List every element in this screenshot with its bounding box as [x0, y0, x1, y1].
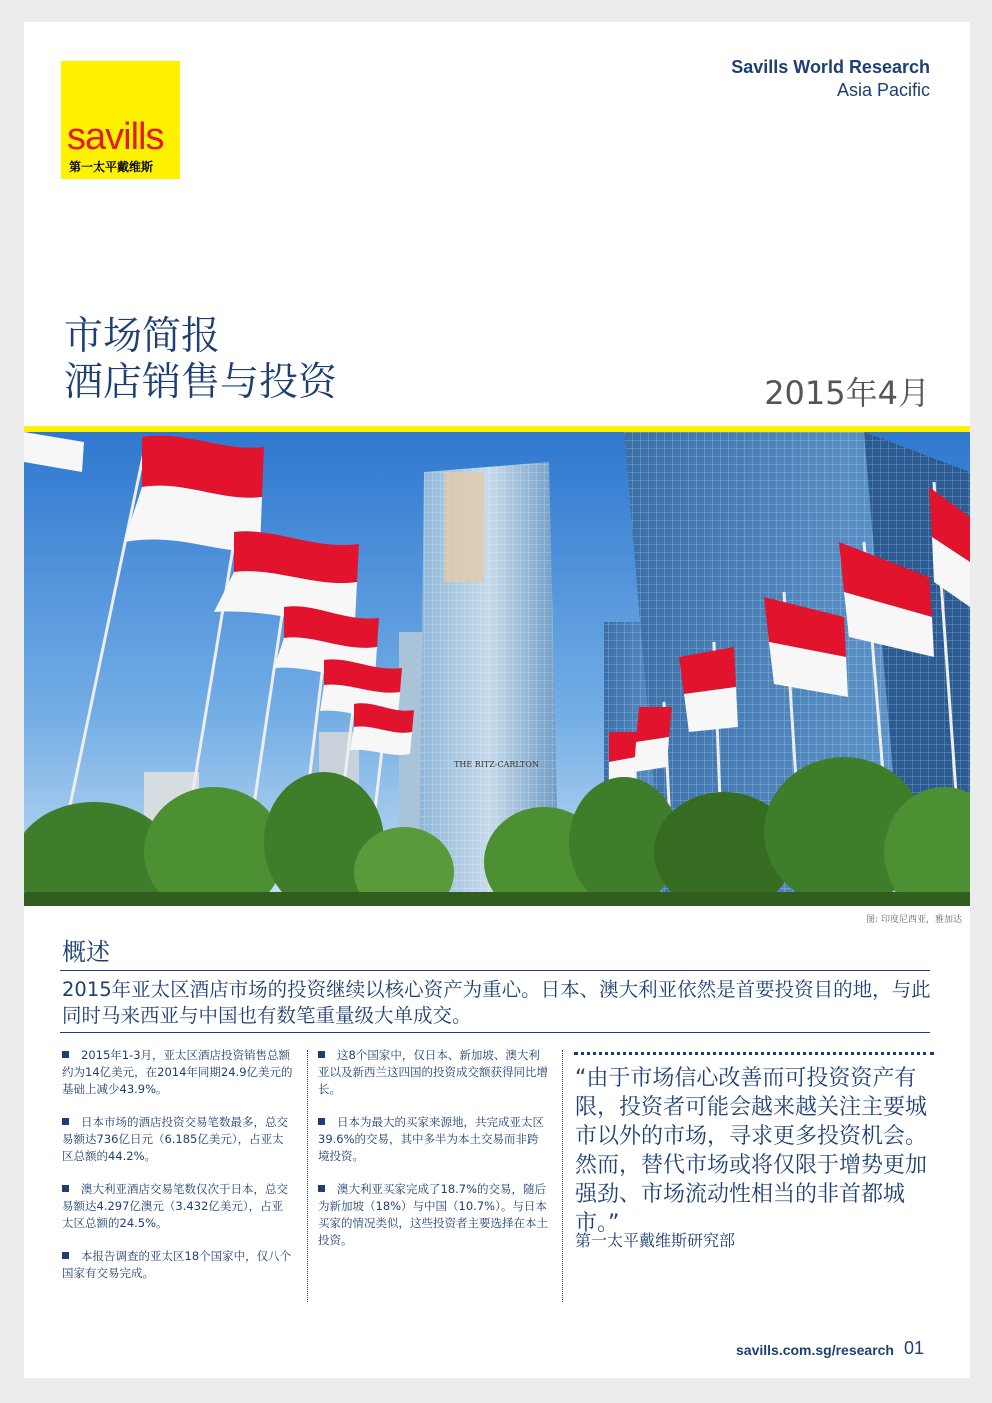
- bullet-square-icon: [318, 1118, 325, 1125]
- column-divider: [307, 1050, 308, 1302]
- bullet-text: 本报告调查的亚太区18个国家中，仅八个国家有交易完成。: [62, 1249, 292, 1280]
- quote-dotted-rule: [574, 1052, 934, 1055]
- overview-top-rule: [60, 970, 930, 971]
- header-brand: Savills World Research: [731, 57, 930, 77]
- bullet-text: 澳大利亚买家完成了18.7%的交易，随后为新加坡（18%）与中国（10.7%）。与日本买家的情况类似，这些投资者主要选择在本土投资。: [318, 1182, 548, 1247]
- title-line-1: 市场简报: [64, 314, 221, 359]
- bullet-item: [62, 1248, 294, 1282]
- savills-logo: [61, 61, 180, 179]
- bullet-text: 日本市场的酒店投资交易笔数最多，总交易额达736亿日元（6.185亿美元），占亚太区总额的44.2%。: [62, 1115, 288, 1163]
- page-title: [64, 314, 337, 406]
- bullet-square-icon: [62, 1118, 69, 1125]
- footer-url[interactable]: savills.com.sg/research: [736, 1342, 894, 1358]
- header-region: Asia Pacific: [836, 80, 930, 100]
- bullet-item: [318, 1181, 550, 1249]
- report-page: [24, 22, 970, 1378]
- bullet-item: [62, 1114, 294, 1165]
- bullet-square-icon: [318, 1051, 325, 1058]
- quote-source: 第一太平戴维斯研究部: [575, 1231, 736, 1250]
- report-date: 2015年4月: [764, 374, 930, 412]
- overview-lead: 2015年亚太区酒店市场的投资继续以核心资产为重心。日本、澳大利亚依然是首要投资目的地，与此同时马来西亚与中国也有数笔重量级大单成交。: [62, 978, 931, 1027]
- bullet-text: 日本为最大的买家来源地，共完成亚太区39.6%的交易，其中多半为本土交易而非跨境投资。: [318, 1115, 544, 1163]
- bullet-item: [62, 1181, 294, 1232]
- bullet-square-icon: [62, 1252, 69, 1259]
- bullet-text: 2015年1-3月，亚太区酒店投资销售总额约为14亿美元，在2014年同期24.9亿美元的基础上减少43.9%。: [62, 1048, 293, 1096]
- bullet-square-icon: [62, 1051, 69, 1058]
- logo-wordmark: savills: [67, 116, 164, 158]
- bullet-column-1: [62, 1047, 294, 1298]
- bullet-text: 澳大利亚酒店交易笔数仅次于日本，总交易额达4.297亿澳元（3.432亿美元），占亚太区总额的24.5%。: [62, 1182, 288, 1230]
- bullet-item: [318, 1114, 550, 1165]
- logo-chinese-name: 第一太平戴维斯: [69, 160, 154, 174]
- bullet-text: 这8个国家中，仅日本、新加坡、澳大利亚以及新西兰这四国的投资成交额获得同比增长。: [318, 1048, 548, 1096]
- photo-caption: 图: 印度尼西亚，雅加达: [866, 915, 962, 925]
- hero-illustration: [24, 432, 970, 906]
- bullet-item: [318, 1047, 550, 1098]
- overview-bottom-rule: [60, 1032, 930, 1033]
- page-number: 01: [903, 1338, 924, 1358]
- overview-title: 概述: [62, 938, 110, 966]
- bullet-square-icon: [318, 1185, 325, 1192]
- bullet-column-2: [318, 1047, 550, 1265]
- title-line-2: 酒店销售与投资: [64, 360, 338, 405]
- hero-photo: [24, 432, 970, 906]
- bullet-item: [62, 1047, 294, 1098]
- column-divider: [562, 1050, 563, 1302]
- bullet-square-icon: [62, 1185, 69, 1192]
- pull-quote: “由于市场信心改善而可投资资产有限，投资者可能会越来越关注主要城市以外的市场，寻求更多投资机会。然而，替代市场或将仅限于增势更加强劲、市场流动性相当的非首都城市。”: [575, 1066, 928, 1236]
- building-sign: THE RITZ-CARLTON: [454, 760, 539, 769]
